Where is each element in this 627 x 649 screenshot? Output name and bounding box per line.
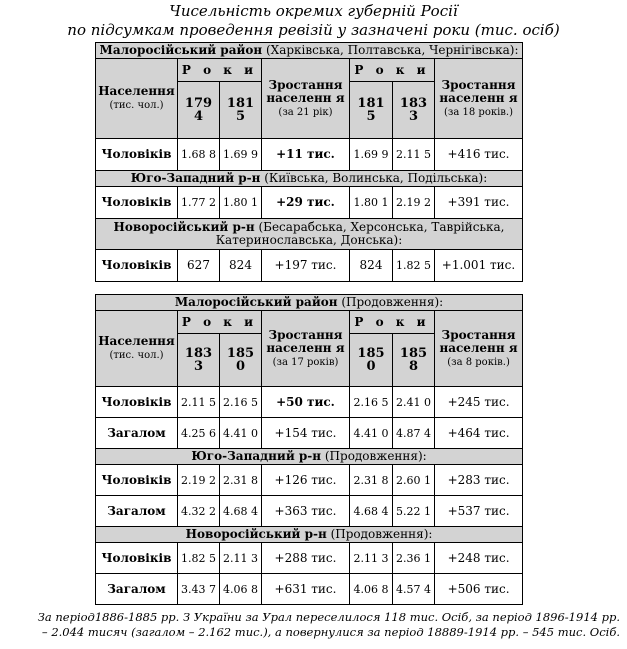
row-label: Чоловіків bbox=[96, 387, 178, 418]
row-label: Чоловіків bbox=[96, 465, 178, 496]
value-cell: 4.06 8 bbox=[220, 574, 262, 605]
value-cell: 4.25 6 bbox=[178, 418, 220, 449]
value-cell: 2.11 3 bbox=[350, 543, 393, 574]
row-label: Загалом bbox=[96, 496, 178, 527]
header-growth-label: Зростання населенн я bbox=[266, 327, 345, 355]
value-cell: 2.31 8 bbox=[350, 465, 393, 496]
header-growth-label: Зростання населенн я bbox=[439, 77, 518, 105]
value-cell: 4.06 8 bbox=[350, 574, 393, 605]
growth-cell: +288 тис. bbox=[262, 543, 350, 574]
value-cell: 1.82 5 bbox=[178, 543, 220, 574]
growth-cell: +248 тис. bbox=[435, 543, 523, 574]
value-cell: 2.11 3 bbox=[220, 543, 262, 574]
value-cell: 4.41 0 bbox=[220, 418, 262, 449]
section-subtitle: (Продовження): bbox=[326, 527, 433, 541]
row-label: Чоловіків bbox=[96, 250, 178, 282]
table-row bbox=[96, 250, 523, 282]
table-row bbox=[96, 187, 523, 219]
growth-cell: +631 тис. bbox=[262, 574, 350, 605]
year-cell: 183 3 bbox=[178, 334, 220, 387]
section-subtitle: (Бесарабська, Херсонська, Таврійська, Катеринославська, Донська): bbox=[215, 220, 505, 247]
value-cell: 2.19 2 bbox=[393, 187, 435, 219]
table-row bbox=[96, 496, 523, 527]
header-years-b: Р о к и bbox=[350, 59, 435, 82]
section-title: Новоросійський р-н bbox=[113, 220, 255, 234]
header-growth-period: (за 18 років.) bbox=[444, 106, 513, 118]
value-cell: 4.32 2 bbox=[178, 496, 220, 527]
section-subtitle: (Київська, Волинська, Подільська): bbox=[260, 171, 488, 185]
header-growth-label: Зростання населенн я bbox=[439, 327, 518, 355]
year-cell: 181 5 bbox=[220, 82, 262, 139]
row-label: Чоловіків bbox=[96, 187, 178, 219]
table-row bbox=[96, 543, 523, 574]
section-header-malorossiyskyi-cont bbox=[96, 295, 523, 311]
value-cell: 4.87 4 bbox=[393, 418, 435, 449]
growth-value: +11 тис. bbox=[276, 147, 335, 161]
growth-cell: +154 тис. bbox=[262, 418, 350, 449]
value-cell: 1.69 9 bbox=[220, 139, 262, 171]
table-row bbox=[96, 418, 523, 449]
year-cell: 185 0 bbox=[220, 334, 262, 387]
growth-cell: +537 тис. bbox=[435, 496, 523, 527]
value-cell: 4.68 4 bbox=[350, 496, 393, 527]
table-2 bbox=[95, 294, 523, 605]
value-cell: 3.43 7 bbox=[178, 574, 220, 605]
growth-cell: +283 тис. bbox=[435, 465, 523, 496]
header-population-label: Населення bbox=[98, 334, 175, 348]
growth-value: +29 тис. bbox=[276, 195, 335, 209]
value-cell: 1.68 8 bbox=[178, 139, 220, 171]
growth-cell bbox=[262, 187, 350, 219]
growth-cell: +245 тис. bbox=[435, 387, 523, 418]
section-header-yugo-zapadnyi bbox=[96, 171, 523, 187]
value-cell: 4.68 4 bbox=[220, 496, 262, 527]
value-cell: 1.80 1 bbox=[220, 187, 262, 219]
value-cell: 1.77 2 bbox=[178, 187, 220, 219]
growth-cell bbox=[262, 139, 350, 171]
value-cell: 2.36 1 bbox=[393, 543, 435, 574]
value-cell: 2.11 5 bbox=[178, 387, 220, 418]
value-cell: 4.41 0 bbox=[350, 418, 393, 449]
header-growth-period: (за 17 років) bbox=[272, 356, 339, 368]
value-cell: 824 bbox=[220, 250, 262, 282]
header-growth-period: (за 8 років.) bbox=[447, 356, 510, 368]
growth-cell: +416 тис. bbox=[435, 139, 523, 171]
row-label: Чоловіків bbox=[96, 139, 178, 171]
row-label: Загалом bbox=[96, 574, 178, 605]
header-population bbox=[96, 59, 178, 139]
value-cell: 4.57 4 bbox=[393, 574, 435, 605]
growth-cell bbox=[262, 387, 350, 418]
year-cell: 181 5 bbox=[350, 82, 393, 139]
section-header-novorossiyskyi bbox=[96, 219, 523, 250]
growth-cell: +464 тис. bbox=[435, 418, 523, 449]
value-cell: 2.41 0 bbox=[393, 387, 435, 418]
section-title: Малоросійський район bbox=[174, 295, 338, 309]
footnote-line-2: – 2.044 тисяч (загалом – 2.162 тис.), а повернулися за період 18889-1914 рр. – 545 тис. Осіб. bbox=[41, 625, 620, 639]
value-cell: 627 bbox=[178, 250, 220, 282]
growth-cell: +363 тис. bbox=[262, 496, 350, 527]
header-growth-a bbox=[262, 59, 350, 139]
section-title: Новоросійський р-н bbox=[185, 527, 327, 541]
section-title: Юго-Западний р-н bbox=[191, 449, 322, 463]
value-cell: 5.22 1 bbox=[393, 496, 435, 527]
growth-cell: +126 тис. bbox=[262, 465, 350, 496]
value-cell: 2.11 5 bbox=[393, 139, 435, 171]
value-cell: 1.80 1 bbox=[350, 187, 393, 219]
table-1 bbox=[95, 42, 523, 282]
year-cell: 185 0 bbox=[350, 334, 393, 387]
header-growth-label: Зростання населенн я bbox=[266, 77, 345, 105]
growth-cell: +197 тис. bbox=[262, 250, 350, 282]
header-growth-period: (за 21 рік) bbox=[278, 106, 333, 118]
footnote-line-1: За період1886-1885 рр. З України за Урал переселилося 118 тис. Осіб, за період 1896-1914 рр. bbox=[37, 610, 620, 624]
table-row bbox=[96, 139, 523, 171]
year-cell: 179 4 bbox=[178, 82, 220, 139]
value-cell: 2.31 8 bbox=[220, 465, 262, 496]
section-subtitle: (Харківська, Полтавська, Чернігівська): bbox=[262, 43, 519, 57]
header-population bbox=[96, 311, 178, 387]
header-population-label: Населення bbox=[98, 84, 175, 98]
header-years-a: Р о к и bbox=[178, 311, 262, 334]
document-title-line-1: Чисельність окремих губерній Росії bbox=[169, 2, 458, 20]
year-cell: 185 8 bbox=[393, 334, 435, 387]
growth-cell: +391 тис. bbox=[435, 187, 523, 219]
year-cell: 183 3 bbox=[393, 82, 435, 139]
value-cell: 2.19 2 bbox=[178, 465, 220, 496]
header-population-unit: (тис. чол.) bbox=[109, 350, 164, 361]
row-label: Чоловіків bbox=[96, 543, 178, 574]
section-header-novorossiyskyi-cont bbox=[96, 527, 523, 543]
value-cell: 824 bbox=[350, 250, 393, 282]
header-years-b: Р о к и bbox=[350, 311, 435, 334]
section-header-malorossiyskyi bbox=[96, 43, 523, 59]
section-header-yugo-zapadnyi-cont bbox=[96, 449, 523, 465]
footnote bbox=[0, 610, 620, 640]
growth-cell: +1.001 тис. bbox=[435, 250, 523, 282]
table-row bbox=[96, 465, 523, 496]
header-growth-a bbox=[262, 311, 350, 387]
value-cell: 1.69 9 bbox=[350, 139, 393, 171]
header-years-a: Р о к и bbox=[178, 59, 262, 82]
value-cell: 2.16 5 bbox=[220, 387, 262, 418]
value-cell: 2.16 5 bbox=[350, 387, 393, 418]
header-growth-b bbox=[435, 59, 523, 139]
table-row bbox=[96, 387, 523, 418]
header-growth-b bbox=[435, 311, 523, 387]
growth-cell: +506 тис. bbox=[435, 574, 523, 605]
section-title: Юго-Западний р-н bbox=[130, 171, 261, 185]
header-population-unit: (тис. чол.) bbox=[109, 100, 164, 111]
table-row bbox=[96, 574, 523, 605]
value-cell: 2.60 1 bbox=[393, 465, 435, 496]
section-subtitle: (Продовження): bbox=[321, 449, 427, 463]
growth-value: +50 тис. bbox=[276, 394, 335, 409]
document-title-line-2: по підсумкам проведення ревізій у зазначені роки (тис. осіб) bbox=[67, 21, 560, 39]
section-title: Малоросійський район bbox=[99, 43, 263, 57]
section-subtitle: (Продовження): bbox=[337, 295, 444, 309]
value-cell: 1.82 5 bbox=[393, 250, 435, 282]
row-label: Загалом bbox=[96, 418, 178, 449]
